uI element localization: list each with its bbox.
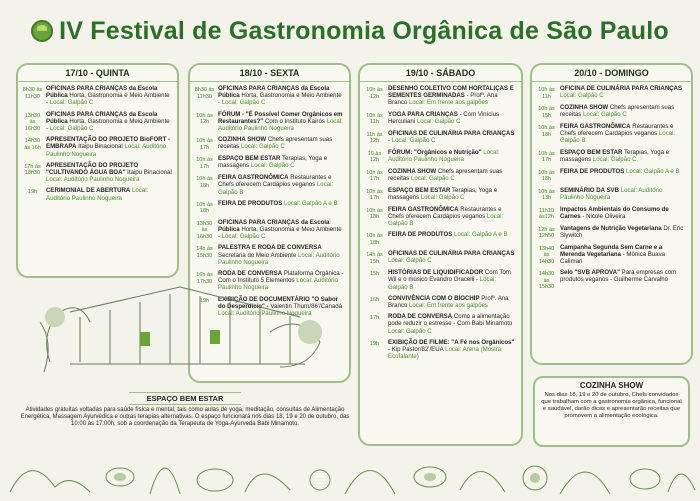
event-description: Com Tom Wil e o músico Evandro Gracelli - — [388, 269, 511, 284]
event-description: Profª. Ana Branco — [388, 294, 509, 310]
event-location: Local: Galpão C — [221, 99, 266, 107]
cozinha-text: Nos dias 18, 19 e 20 de outubro, Chefs convidados que trabalham com a gastronomia orgânica, funcional e saudável, darão dicas e apresentarão receitas que promovem a alimentação ecológica. — [541, 392, 682, 419]
page-title: IV Festival de Gastronomia Orgânica de São Paulo — [59, 16, 669, 45]
event-text — [218, 244, 345, 266]
event-item — [364, 295, 517, 309]
event-description: Chefs apresentam suas receitas — [560, 104, 675, 119]
event-item — [536, 168, 687, 183]
event-location: Local: Em frente aos galpões — [409, 99, 488, 107]
event-time: 11h às 12h — [366, 131, 383, 145]
event-title: RODA DE CONVERSA — [218, 270, 283, 278]
event-description: Itaipu Binacional — [127, 169, 172, 177]
event-text — [388, 149, 517, 164]
event-item — [22, 85, 173, 107]
event-item — [22, 136, 173, 158]
event-time: 10h às 17h — [366, 188, 383, 202]
event-title: CERIMONIAL DE ABERTURA — [46, 187, 131, 195]
event-text — [46, 111, 173, 133]
event-description: - — [388, 136, 392, 144]
festival-logo-icon — [31, 20, 53, 42]
event-location: Local: Auditório Paulinho Nogueira — [46, 187, 149, 202]
event-time: 12h às 12h50 — [538, 226, 555, 240]
event-location: Local: Galpão B — [388, 276, 497, 291]
event-text — [388, 206, 517, 228]
event-location: Local: Galpão A e B — [454, 231, 508, 239]
event-title: APRESENTAÇÃO DO PROJETO "CULTIVANDO ÁGUA BOA" — [46, 161, 139, 177]
event-description: Valentin Thurn/86'/Canadá — [270, 302, 343, 310]
event-title: EXIBIÇÃO DE DOCUMENTÁRIO "O Sabor do Desperdício" - — [218, 295, 339, 310]
day-column-thursday — [16, 63, 179, 278]
event-item — [364, 111, 517, 126]
event-item — [194, 174, 345, 196]
event-time: 10h às 17h — [366, 169, 383, 183]
event-time: 10h às 17h — [196, 138, 213, 151]
event-text — [388, 269, 517, 291]
event-title: ESPAÇO BEM ESTAR — [560, 148, 623, 156]
event-text — [388, 313, 517, 335]
event-description: - Com Vinícius Herculiani — [388, 110, 500, 125]
event-item — [364, 130, 517, 145]
event-location: Local: Galpão B — [218, 181, 334, 196]
event-description: Terapias, Yoga e massagens — [560, 148, 670, 163]
cozinha-title: COZINHA SHOW — [579, 381, 644, 390]
event-location: Local: Galpão C — [49, 125, 94, 133]
event-location: Local: Auditório Paulinho Nogueira — [46, 143, 167, 158]
event-time: 10h às 17h — [196, 157, 213, 170]
event-text — [218, 219, 345, 241]
event-title: FEIRA DE PRODUTOS — [388, 231, 453, 239]
event-description: - Profª. Ana Branco — [388, 92, 498, 107]
event-title: HISTÓRIAS DE LIQUIDIFICADOR — [388, 269, 484, 277]
event-description: - Kip Pastor/82'/EUA — [388, 346, 444, 354]
event-item — [536, 149, 687, 164]
event-item — [364, 168, 517, 183]
day-events — [18, 82, 177, 202]
event-item — [536, 123, 687, 145]
event-title: Campanha Segunda Sem Carne e a Merenda Vegetariana — [560, 243, 663, 258]
event-location: Local: Galpão C — [560, 92, 604, 100]
event-title: OFICINAS PARA CRIANÇAS da Escola Pública — [218, 85, 330, 100]
event-location: Local: Auditório Paulinho Nogueira — [218, 251, 340, 266]
event-location: Local: Auditório Paulinho Nogueira — [560, 186, 663, 201]
event-title: Selo "SVB APROVA" — [560, 269, 620, 277]
event-text — [218, 174, 345, 196]
event-time: 10 às 12h — [367, 150, 382, 164]
event-title: Impactos Ambientais do Consumo de Carnes — [560, 205, 669, 220]
event-title: RODA DE CONVERSA — [388, 313, 453, 321]
event-item — [364, 269, 517, 291]
event-description: - Nicole Oliveira — [582, 212, 626, 220]
event-time: 19h — [369, 340, 380, 347]
event-location: Local: Galpão A e B — [626, 167, 680, 175]
event-location: Local: Galpão C — [592, 155, 637, 163]
event-description: Secretaria do Meio Ambiente — [218, 251, 297, 259]
event-description: Como a alimentação pode reduzir o estresse - Com Babi Minamoto — [388, 313, 513, 328]
event-location: Local: Galpão C — [420, 193, 465, 201]
event-time: 10h às 12h — [366, 87, 383, 100]
event-time: 10h às 11h — [538, 87, 555, 100]
event-time: 14h30 às 16h — [24, 138, 41, 151]
event-item — [194, 85, 345, 107]
event-time: 10h às 18h — [366, 233, 383, 246]
event-item — [364, 313, 517, 335]
event-time: 16h — [369, 296, 380, 303]
event-description: - Mônica Buava Caliman — [560, 250, 666, 266]
event-item — [536, 85, 687, 100]
day-column-sunday — [530, 63, 693, 365]
event-text — [218, 111, 345, 133]
event-title: ESPAÇO BEM ESTAR — [388, 186, 451, 194]
event-text — [46, 187, 173, 201]
event-text — [218, 200, 345, 215]
day-header: 17/10 - QUINTA — [18, 65, 177, 82]
event-description: Horta, Gastronomia e Meio Ambiente - — [46, 92, 170, 107]
event-title: FÓRUM: "Orgânicos e Nutrição" — [388, 148, 482, 156]
event-title: SEMINÁRIO DA SVB — [560, 186, 620, 194]
event-location: Local: Galpão C — [583, 111, 627, 119]
event-location: Local: Galpão C — [411, 174, 455, 182]
event-title: COZINHA SHOW — [560, 104, 609, 111]
event-location: Local: Galpão B — [560, 130, 676, 145]
event-text — [388, 130, 517, 145]
day-column-saturday — [358, 63, 523, 446]
event-title: OFICINAS PARA CRIANÇAS da Escola Pública — [46, 85, 158, 100]
event-item — [536, 206, 687, 221]
event-time: 8h30 às 11h30 — [194, 87, 215, 100]
event-description: Para empresas com produtos veganos - Guilherme Carvalho — [560, 269, 677, 284]
event-text — [560, 104, 687, 119]
event-title: Vantagens de Nutrição Vegetariana — [560, 224, 662, 232]
event-text — [388, 339, 517, 361]
event-title: FÓRUM - "É Possível Comer Orgânicos em Restaurantes?" — [218, 110, 343, 125]
event-time: 14h às 15h — [366, 252, 383, 265]
event-title: PALESTRA E RODA DE CONVERSA — [218, 244, 322, 252]
header — [0, 0, 700, 62]
event-text — [560, 244, 687, 266]
event-location: Local: Galpão A e B — [284, 199, 338, 207]
event-title: OFICINAS DE CULINÁRIA PARA CRIANÇAS — [388, 129, 515, 137]
event-title: OFICINAS PARA CRIANÇAS da Escola Pública — [46, 110, 158, 125]
event-location: Local: Galpão C — [416, 117, 461, 125]
event-time: 13h30 às 16h30 — [196, 220, 213, 240]
event-title: FEIRA GASTRONÔMICA — [218, 174, 289, 182]
event-time: 10h às 13h — [538, 188, 555, 202]
event-item — [194, 136, 345, 151]
event-text — [218, 85, 345, 107]
event-description: Com o Instituto Kairós — [264, 117, 325, 125]
event-text — [218, 155, 345, 170]
event-text — [388, 111, 517, 126]
event-time: 13h30 às 16h30 — [24, 112, 41, 132]
event-text — [560, 168, 687, 183]
pavilion-illustration — [30, 272, 330, 384]
event-location: Local: Galpão C — [49, 99, 94, 107]
event-time: 16h às 17h30 — [196, 272, 213, 285]
event-title: OFICINAS PARA CRIANÇAS da Escola Pública — [218, 218, 330, 234]
event-description: Horta, Gastronomia e Meio Ambiente - — [46, 117, 170, 133]
event-text — [560, 187, 687, 202]
event-item — [22, 111, 173, 133]
event-title: APRESENTAÇÃO DO PROJETO BioFORT - EMBRAPA — [46, 136, 171, 151]
event-item — [536, 187, 687, 202]
event-title: EXIBIÇÃO DE FILME: "A Fé nos Orgânicos" — [388, 338, 515, 346]
event-time: 15h — [369, 271, 380, 278]
event-time: 8h30 às 11h30 — [22, 87, 43, 100]
event-text — [388, 187, 517, 202]
event-description: Terapias, Yoga e massagens — [388, 186, 498, 201]
event-description: Plataforma Orgânica - Com o Instituto 5 Elementos — [218, 270, 344, 285]
event-time: 10h às 15h — [538, 106, 555, 119]
event-location: Local: Galpão C — [388, 257, 432, 265]
event-text — [560, 149, 687, 164]
event-title: FEIRA DE PRODUTOS — [560, 167, 625, 175]
event-location: Local: Galpão C — [221, 233, 266, 241]
event-text — [388, 168, 517, 183]
event-time: 10h às 17h — [538, 150, 555, 164]
event-item — [22, 162, 173, 184]
bem-estar-text: Atividades gratuitas voltadas para saúde física e mental, tais como aulas de yoga, meditação, consultas de Alimentação Energética, Massagem Ayurvédica e outras terapias alternativas. O espaço funcionará nos dias 18, 19 e 20 de outubro, das 10:00 às 17:00h, sob a coordenação da Terapeuta de Yoga-Ayurveda Babi Minamoto. — [20, 407, 350, 427]
event-text — [46, 85, 173, 107]
event-time: 10h às 18h — [196, 176, 213, 189]
event-text — [388, 250, 517, 265]
event-text — [388, 85, 517, 107]
event-item — [536, 225, 687, 240]
event-location: Local: Auditório Paulinho Nogueira — [218, 310, 312, 318]
event-item — [22, 187, 173, 201]
event-title: COZINHA SHOW — [388, 167, 437, 175]
event-description: Horta, Gastronomia e Meio Ambiente - — [218, 226, 342, 241]
event-location: Local: Galpão C — [250, 162, 295, 170]
day-header: 19/10 - SÁBADO — [360, 65, 521, 82]
event-title: COZINHA SHOW — [218, 136, 267, 144]
event-text — [560, 206, 687, 221]
event-item — [194, 111, 345, 133]
bem-estar-title: ESPAÇO BEM ESTAR — [129, 392, 242, 405]
event-time: 17h — [369, 315, 380, 322]
event-location: Local: Auditório Paulinho Nogueira — [218, 277, 338, 292]
event-time: 17h às 18h30 — [24, 163, 41, 177]
event-item — [536, 269, 687, 291]
event-item — [194, 219, 345, 241]
event-item — [364, 231, 517, 246]
event-item — [364, 206, 517, 228]
day-events — [360, 82, 521, 360]
event-location: Local: Galpão C — [241, 143, 285, 151]
day-header: 18/10 - SEXTA — [190, 65, 349, 82]
event-description: Terapias, Yoga e massagens — [218, 155, 328, 170]
event-location: Local: Galpão C — [391, 136, 436, 144]
event-item — [364, 339, 517, 361]
event-text — [46, 162, 173, 184]
event-title: FEIRA GASTRONÔMICA — [560, 123, 631, 130]
vegetables-border-illustration — [0, 432, 700, 501]
event-title: ESPAÇO BEM ESTAR — [218, 155, 281, 163]
event-text — [46, 136, 173, 158]
event-location: Local: Galpão B — [388, 212, 504, 228]
event-time: 19h — [27, 189, 38, 196]
event-title: OFICINA DE CULINÁRIA PARA CRIANÇAS — [560, 85, 683, 92]
day-header: 20/10 - DOMINGO — [532, 65, 691, 82]
event-title: DESENHO COLETIVO COM HORTALIÇAS E SEMENTES GERMINADAS — [388, 85, 514, 100]
event-title: OFICINAS DE CULINÁRIA PARA CRIANÇAS — [388, 250, 515, 258]
event-time: 10h às 11h — [366, 112, 383, 126]
event-time: 14h30 às 15h30 — [538, 271, 555, 291]
event-item — [364, 187, 517, 202]
event-description: Chefs apresentam suas receitas — [218, 136, 333, 151]
event-location: Local: Auditório Paulinho Nogueira — [388, 148, 500, 163]
event-text — [560, 123, 687, 145]
event-time: 11h10 às12h — [539, 207, 554, 221]
event-title: FEIRA GASTRONÔMICA — [388, 205, 459, 213]
day-events — [532, 82, 691, 291]
event-time: 10h às 18h — [366, 207, 383, 221]
event-time: 13h40 às 14h30 — [538, 245, 555, 265]
event-item — [194, 155, 345, 170]
event-item — [364, 85, 517, 107]
event-item — [194, 244, 345, 266]
event-item — [364, 149, 517, 164]
event-location: Local: Auditório Paulinho Nogueira — [46, 176, 140, 184]
event-description: Horta, Gastronomia e Meio Ambiente - — [218, 92, 342, 107]
event-title: FEIRA DE PRODUTOS — [218, 199, 283, 207]
event-time: 10h às 18h — [196, 201, 213, 215]
event-location: Local: Galpão C — [388, 327, 432, 335]
event-description: Itaipu Binacional — [78, 143, 123, 151]
event-text — [388, 295, 517, 309]
event-item — [364, 250, 517, 265]
event-location: Local: Em frente aos galpões — [409, 302, 488, 310]
event-description: Restaurantes e Chefs oferecem Cardápios veganos — [388, 205, 502, 220]
event-time: 19h — [199, 297, 210, 304]
event-location: Local: Arena (Mostra Ecofalante) — [388, 346, 502, 361]
event-item — [536, 104, 687, 119]
event-title: YOGA PARA CRIANÇAS — [388, 110, 458, 118]
event-item — [194, 200, 345, 215]
event-location: Local: Auditório Paulinho Nogueira — [218, 117, 343, 133]
event-time: 14h às 15h30 — [196, 246, 213, 259]
event-description: Restaurantes e Chefs oferecem Cardápios veganos — [560, 123, 674, 138]
event-description: Dr. Eric Slywitch — [560, 224, 684, 239]
event-title: CONVIVÊNCIA COM O BIOCHIP — [388, 294, 480, 302]
event-time: 10h às 18h — [538, 169, 555, 183]
event-text — [388, 231, 517, 246]
event-time: 10h às 18h — [538, 125, 555, 138]
event-item — [536, 244, 687, 266]
event-text — [560, 85, 687, 100]
event-time: 10h às 12h — [196, 112, 213, 126]
event-text — [560, 269, 687, 291]
event-text — [218, 136, 345, 151]
event-description: Chefs apresentam suas receitas — [388, 167, 503, 182]
event-text — [560, 225, 687, 240]
event-description: Restaurantes e Chefs oferecem Cardápios veganos — [218, 174, 332, 189]
